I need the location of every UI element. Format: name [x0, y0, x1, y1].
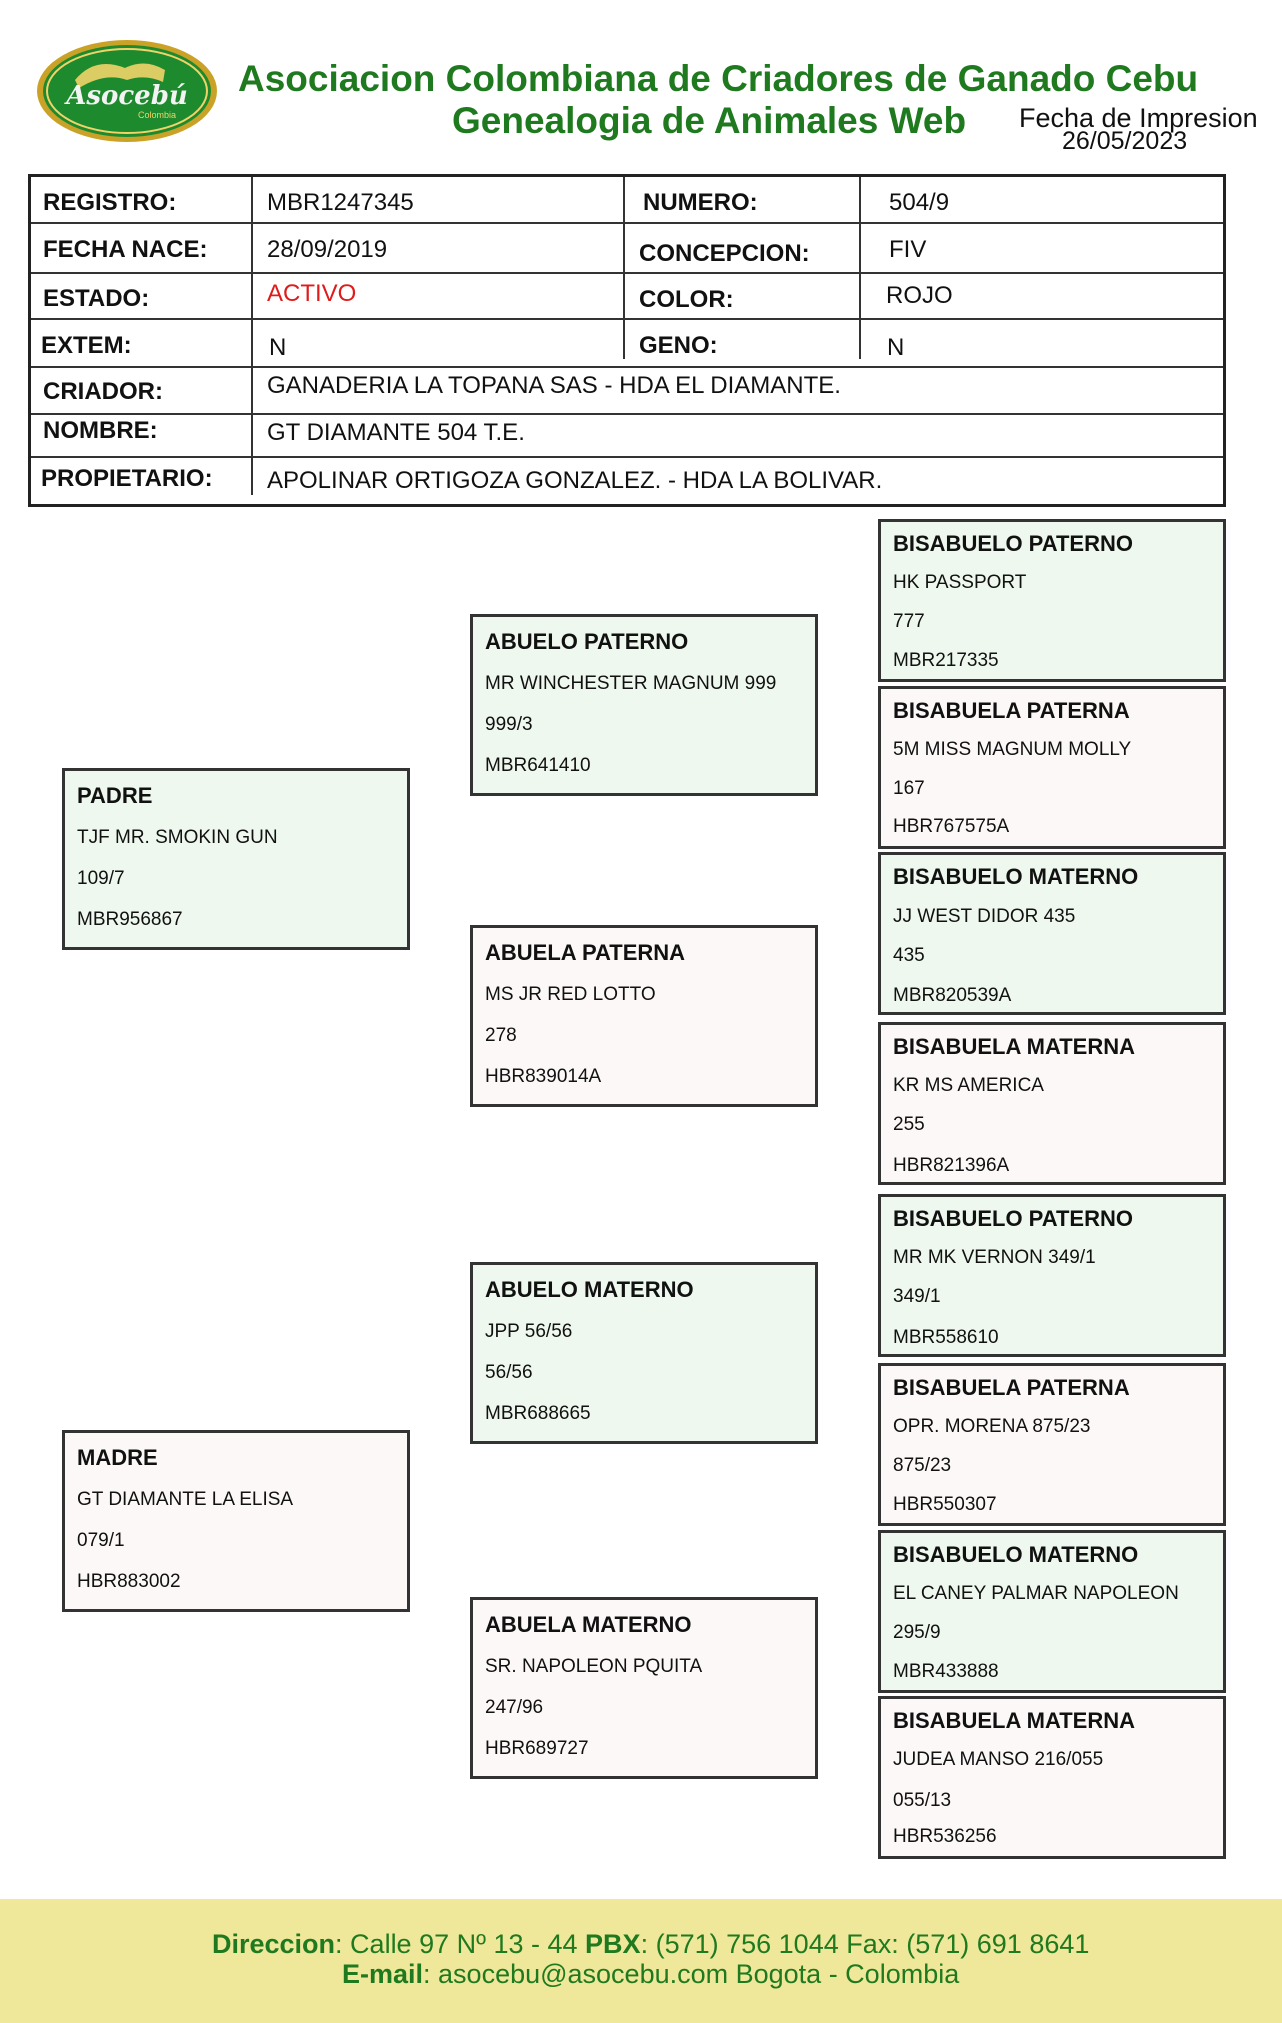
- abuelo-paterno-name: MR WINCHESTER MAGNUM 999: [485, 673, 777, 694]
- footer: [0, 1899, 1282, 2023]
- bisabuelo-number: 295/9: [893, 1622, 941, 1643]
- abuelo-paterno-number: 999/3: [485, 714, 533, 735]
- abuelo-paterno-box: [470, 614, 818, 796]
- bisabuelo-box: [878, 1530, 1226, 1693]
- madre-name: GT DIAMANTE LA ELISA: [77, 1489, 294, 1510]
- padre-title: PADRE: [77, 783, 153, 808]
- bisabuela-name: KR MS AMERICA: [893, 1075, 1044, 1096]
- animal-info-table: [28, 174, 1226, 507]
- bisabuelo-number: 777: [893, 611, 925, 632]
- abuela-materna-number: 247/96: [485, 1697, 544, 1718]
- abuelo-materno-registro: MBR688665: [485, 1403, 591, 1424]
- footer-address-line: [212, 1929, 1089, 1960]
- logo-subtext: Colombia: [137, 110, 177, 120]
- bisabuela-title: BISABUELA PATERNA: [893, 698, 1130, 723]
- nombre-label: NOMBRE:: [43, 417, 158, 444]
- abuelo-paterno-title: ABUELO PATERNO: [485, 629, 689, 654]
- bisabuelo-title: BISABUELO PATERNO: [893, 531, 1133, 556]
- bisabuelo-registro: MBR433888: [893, 1661, 999, 1682]
- bisabuela-number: 055/13: [893, 1790, 952, 1811]
- print-date-label: Fecha de Impresion: [1019, 103, 1258, 133]
- madre-number: 079/1: [77, 1530, 125, 1551]
- bisabuela-number: 255: [893, 1114, 925, 1135]
- abuela-materna-name: SR. NAPOLEON PQUITA: [485, 1656, 703, 1677]
- nombre-value: GT DIAMANTE 504 T.E.: [267, 419, 525, 446]
- abuela-paterna-box: [470, 925, 818, 1107]
- email-value: : asocebu@asocebu.com Bogota - Colombia: [423, 1959, 960, 1989]
- bisabuela-title: BISABUELA MATERNA: [893, 1034, 1135, 1059]
- bisabuelo-name: EL CANEY PALMAR NAPOLEON: [893, 1583, 1179, 1604]
- concepcion-value: FIV: [889, 236, 927, 263]
- extem-value: N: [269, 334, 287, 361]
- email-label: E-mail: [342, 1959, 424, 1989]
- padre-registro: MBR956867: [77, 909, 183, 930]
- bisabuela-box: [878, 1022, 1226, 1185]
- padre-name: TJF MR. SMOKIN GUN: [77, 827, 278, 848]
- abuela-materna-box: [470, 1597, 818, 1779]
- page-title: Asociacion Colombiana de Criadores de Ganado Cebu: [238, 58, 1199, 99]
- bisabuelo-title: BISABUELO MATERNO: [893, 864, 1139, 889]
- bisabuelo-name: MR MK VERNON 349/1: [893, 1247, 1096, 1268]
- criador-value: GANADERIA LA TOPANA SAS - HDA EL DIAMANTE.: [267, 372, 841, 399]
- propietario-label: PROPIETARIO:: [41, 465, 213, 492]
- registro-value: MBR1247345: [267, 189, 414, 216]
- bisabuela-box: [878, 1363, 1226, 1526]
- bisabuelo-title: BISABUELO PATERNO: [893, 1206, 1133, 1231]
- bisabuela-title: BISABUELA MATERNA: [893, 1708, 1135, 1733]
- bisabuela-name: 5M MISS MAGNUM MOLLY: [893, 739, 1132, 760]
- geno-value: N: [887, 334, 905, 361]
- fecha-nace-label: FECHA NACE:: [43, 236, 208, 263]
- abuelo-materno-title: ABUELO MATERNO: [485, 1277, 694, 1302]
- bisabuelo-registro: MBR820539A: [893, 985, 1012, 1006]
- bisabuela-number: 167: [893, 778, 925, 799]
- footer-email-line: [342, 1959, 959, 1990]
- padre-box: [62, 768, 410, 950]
- abuelo-paterno-registro: MBR641410: [485, 755, 591, 776]
- extem-label: EXTEM:: [41, 332, 132, 359]
- madre-title: MADRE: [77, 1445, 158, 1470]
- bisabuelo-box: [878, 1194, 1226, 1357]
- bisabuelo-registro: MBR558610: [893, 1327, 999, 1348]
- geno-label: GENO:: [639, 332, 718, 359]
- abuela-paterna-title: ABUELA PATERNA: [485, 940, 686, 965]
- bisabuela-registro: HBR550307: [893, 1494, 997, 1515]
- direccion-value: : Calle 97 Nº 13 - 44: [335, 1929, 586, 1959]
- bisabuela-name: OPR. MORENA 875/23: [893, 1416, 1091, 1437]
- page-subtitle: Genealogia de Animales Web: [452, 100, 967, 141]
- abuela-paterna-name: MS JR RED LOTTO: [485, 984, 656, 1005]
- abuelo-materno-name: JPP 56/56: [485, 1321, 573, 1342]
- propietario-value: APOLINAR ORTIGOZA GONZALEZ. - HDA LA BOLIVAR.: [267, 467, 883, 494]
- direccion-label: Direccion: [212, 1929, 336, 1959]
- bisabuela-name: JUDEA MANSO 216/055: [893, 1749, 1104, 1770]
- bisabuelo-name: JJ WEST DIDOR 435: [893, 906, 1076, 927]
- bisabuelo-title: BISABUELO MATERNO: [893, 1542, 1139, 1567]
- abuela-paterna-number: 278: [485, 1025, 517, 1046]
- bisabuela-registro: HBR821396A: [893, 1155, 1010, 1176]
- bisabuela-box: [878, 1696, 1226, 1859]
- bisabuelo-registro: MBR217335: [893, 650, 999, 671]
- bisabuelo-box: [878, 852, 1226, 1015]
- bisabuela-registro: HBR767575A: [893, 816, 1010, 837]
- numero-value: 504/9: [889, 189, 950, 216]
- criador-label: CRIADOR:: [43, 378, 163, 405]
- abuela-materna-title: ABUELA MATERNO: [485, 1612, 692, 1637]
- pbx-label: PBX: [585, 1929, 641, 1959]
- asocebu-logo: [35, 38, 219, 144]
- print-date-value: 26/05/2023: [1062, 127, 1188, 155]
- abuelo-materno-number: 56/56: [485, 1362, 533, 1383]
- madre-box: [62, 1430, 410, 1612]
- estado-label: ESTADO:: [43, 285, 150, 312]
- abuela-materna-registro: HBR689727: [485, 1738, 589, 1759]
- pbx-value: : (571) 756 1044 Fax: (571) 691 8641: [640, 1929, 1090, 1959]
- bisabuela-title: BISABUELA PATERNA: [893, 1375, 1130, 1400]
- registro-label: REGISTRO:: [43, 189, 177, 216]
- abuelo-materno-box: [470, 1262, 818, 1444]
- bisabuela-number: 875/23: [893, 1455, 952, 1476]
- color-value: ROJO: [886, 282, 953, 309]
- padre-number: 109/7: [77, 868, 125, 889]
- bisabuelo-box: [878, 519, 1226, 682]
- estado-value: ACTIVO: [267, 280, 357, 307]
- bisabuelo-number: 435: [893, 945, 925, 966]
- numero-label: NUMERO:: [643, 189, 758, 216]
- bisabuela-registro: HBR536256: [893, 1826, 997, 1847]
- fecha-nace-value: 28/09/2019: [267, 236, 388, 263]
- color-label: COLOR:: [639, 286, 734, 313]
- logo-text: Asocebú: [66, 81, 188, 111]
- abuela-paterna-registro: HBR839014A: [485, 1066, 602, 1087]
- bisabuelo-number: 349/1: [893, 1286, 941, 1307]
- bisabuela-box: [878, 686, 1226, 849]
- concepcion-label: CONCEPCION:: [639, 240, 810, 267]
- madre-registro: HBR883002: [77, 1571, 181, 1592]
- bisabuelo-name: HK PASSPORT: [893, 572, 1027, 593]
